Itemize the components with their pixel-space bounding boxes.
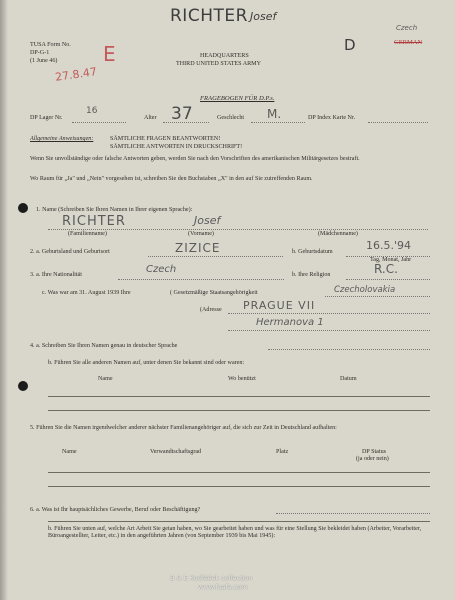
- sex-value: M.: [267, 107, 282, 121]
- q3c-address-street-value: Hermanova 1: [256, 317, 324, 328]
- form-number: TUSA Form No.: [30, 42, 71, 48]
- q3b-label: b. Ihre Religion: [292, 272, 331, 278]
- handwritten-red-date: 27.8.47: [54, 65, 98, 84]
- q2a-birthplace-value: ZIZICE: [175, 241, 221, 255]
- q4b-col-date: Datum: [340, 376, 357, 382]
- dp-lager-line: [72, 122, 126, 123]
- q3c-address-line: [228, 313, 430, 314]
- instructions-penalty: Wenn Sie unvollständige oder falsche Antworten geben, werden Sie nach den Vorschriften des amerikanischen Militärgesetzes bestraft.: [30, 156, 360, 162]
- q6b-label: b. Führen Sie unten auf, welche Art Arbeit Sie getan haben, wo Sie gearbeitet haben und was für eine Stellung Sie bekleidet haben (Arbeiter, Vorarbeiter, Büroangestellter, Leiter, etc.) in den angeführten Jahren (von September 1939 bis Mai 1945):: [48, 526, 422, 539]
- q3c-citizenship-value: Czecholovakia: [334, 285, 396, 295]
- q6a-answer-line: [48, 521, 430, 522]
- dp-lager-label: DP Lager Nr.: [30, 115, 63, 121]
- q3a-label: 3. a. Ihre Nationalität: [30, 272, 82, 278]
- q5-col-place: Platz: [276, 449, 289, 455]
- instructions-heading: Allgemeine Anweisungen:: [30, 136, 94, 142]
- handwritten-czech-note: Czech: [396, 24, 418, 32]
- q5-col-dp-status: DP Status: [362, 449, 386, 455]
- q2a-label: 2. a. Geburtsland und Geburtsort: [30, 249, 110, 255]
- handwritten-firstname-header: Josef: [250, 10, 277, 23]
- q2a-line: [148, 256, 283, 257]
- hq-line-2: THIRD UNITED STATES ARMY: [176, 61, 261, 67]
- q4b-answer-line-2: [48, 410, 430, 411]
- q1-first-name-value: Josef: [194, 214, 221, 227]
- hq-line-1: HEADQUARTERS: [200, 53, 249, 59]
- q3c-citizenship-line: [325, 296, 430, 297]
- paper-edge-shadow: [0, 0, 8, 600]
- q4b-col-where: Wo benützt: [228, 376, 256, 382]
- q5-answer-line-1: [48, 472, 430, 473]
- index-card-line: [368, 122, 428, 123]
- collection-url-watermark: www.fcafa.com: [198, 583, 248, 591]
- q4b-col-name: Name: [98, 376, 113, 382]
- q3b-religion-value: R.C.: [374, 262, 398, 276]
- q5-col-relationship: Verwandtschaftsgrad: [150, 449, 202, 455]
- q1-label: 1. Name (Schreiben Sie Ihren Namen in Ihrer eigenen Sprache):: [36, 207, 193, 213]
- instructions-line-2: SÄMTLICHE ANTWORTEN IN DRUCKSCHRIFT!: [110, 144, 243, 150]
- punch-hole-lower: [18, 381, 28, 391]
- form-code: DP-G-1: [30, 50, 50, 56]
- q2b-birthdate-value: 16.5.'94: [366, 239, 412, 252]
- q1-vorname-caption: (Vorname): [188, 231, 214, 237]
- age-value: 37: [171, 104, 193, 124]
- q3c-address-line-2: [228, 330, 430, 331]
- q1-familienname-caption: (Familienname): [68, 231, 107, 237]
- q6a-label: 6. a. Was ist Ihr hauptsächliches Gewerbe, Beruf oder Beschäftigung?: [30, 507, 201, 513]
- q3b-line: [346, 279, 430, 280]
- instructions-line-1: SÄMTLICHE FRAGEN BEANTWORTEN!: [110, 136, 221, 142]
- q4a-label: 4. a. Schreiben Sie Ihren Namen genau in deutscher Sprache: [30, 343, 178, 349]
- q5-col-dp-status-caption: (ja oder nein): [356, 456, 389, 462]
- q2b-caption: Tag, Monat, Jahr: [370, 257, 412, 263]
- form-issue-date: (1 June 46): [30, 58, 58, 64]
- german-struck-label: GERMAN: [394, 39, 423, 46]
- sex-line: [251, 122, 305, 123]
- sex-label: Geschlecht: [217, 115, 245, 121]
- q1-line: [48, 229, 428, 230]
- age-label: Alter: [144, 115, 157, 121]
- q3a-nationality-value: Czech: [146, 264, 177, 275]
- handwritten-e-mark: E: [103, 42, 116, 66]
- q2b-label: b. Geburtsdatum: [292, 249, 333, 255]
- q1-maedchenname-caption: (Mädchenname): [318, 231, 358, 237]
- q3a-line: [118, 279, 284, 280]
- collection-watermark: B & E Kudláček collection: [170, 574, 253, 582]
- q1-family-name-value: RICHTER: [62, 214, 126, 229]
- q3c-address-city-value: PRAGUE VII: [243, 299, 316, 312]
- index-card-label: DP Index Karte Nr.: [308, 115, 356, 121]
- q4b-answer-line-1: [48, 396, 430, 397]
- q4b-label: b. Führen Sie alle anderen Namen auf, unter denen Sie bekannt sind oder waren:: [48, 360, 245, 366]
- instructions-x-mark: Wo Raum für „Ja" und „Nein" vorgesehen ist, schreiben Sie den Buchstaben „X" in den auf Sie zutreffenden Raum.: [30, 176, 313, 182]
- q5-answer-line-2: [48, 486, 430, 487]
- q5-col-name: Name: [62, 449, 77, 455]
- q3c-address-caption: (Adresse: [200, 307, 222, 313]
- punch-hole-upper: [18, 203, 28, 213]
- handwritten-d-mark: D: [344, 36, 356, 54]
- dp-lager-value: 16: [86, 106, 98, 116]
- form-title: FRAGEBOGEN FÜR D.P.s.: [200, 95, 275, 102]
- q6a-line: [276, 513, 430, 514]
- handwritten-surname-header: RICHTER: [170, 6, 248, 26]
- q3c-citizenship-caption: ( Gesetzmäßige Staatsangehörigkeit: [170, 290, 258, 296]
- q3c-label: c. Was war am 31. August 1939 Ihre: [42, 290, 131, 296]
- q5-label: 5. Führen Sie die Namen irgendwelcher anderer nächster Familienangehöriger auf, die sich zur Zeit in Deutschland aufhalten:: [30, 425, 337, 431]
- q4a-line: [268, 349, 430, 350]
